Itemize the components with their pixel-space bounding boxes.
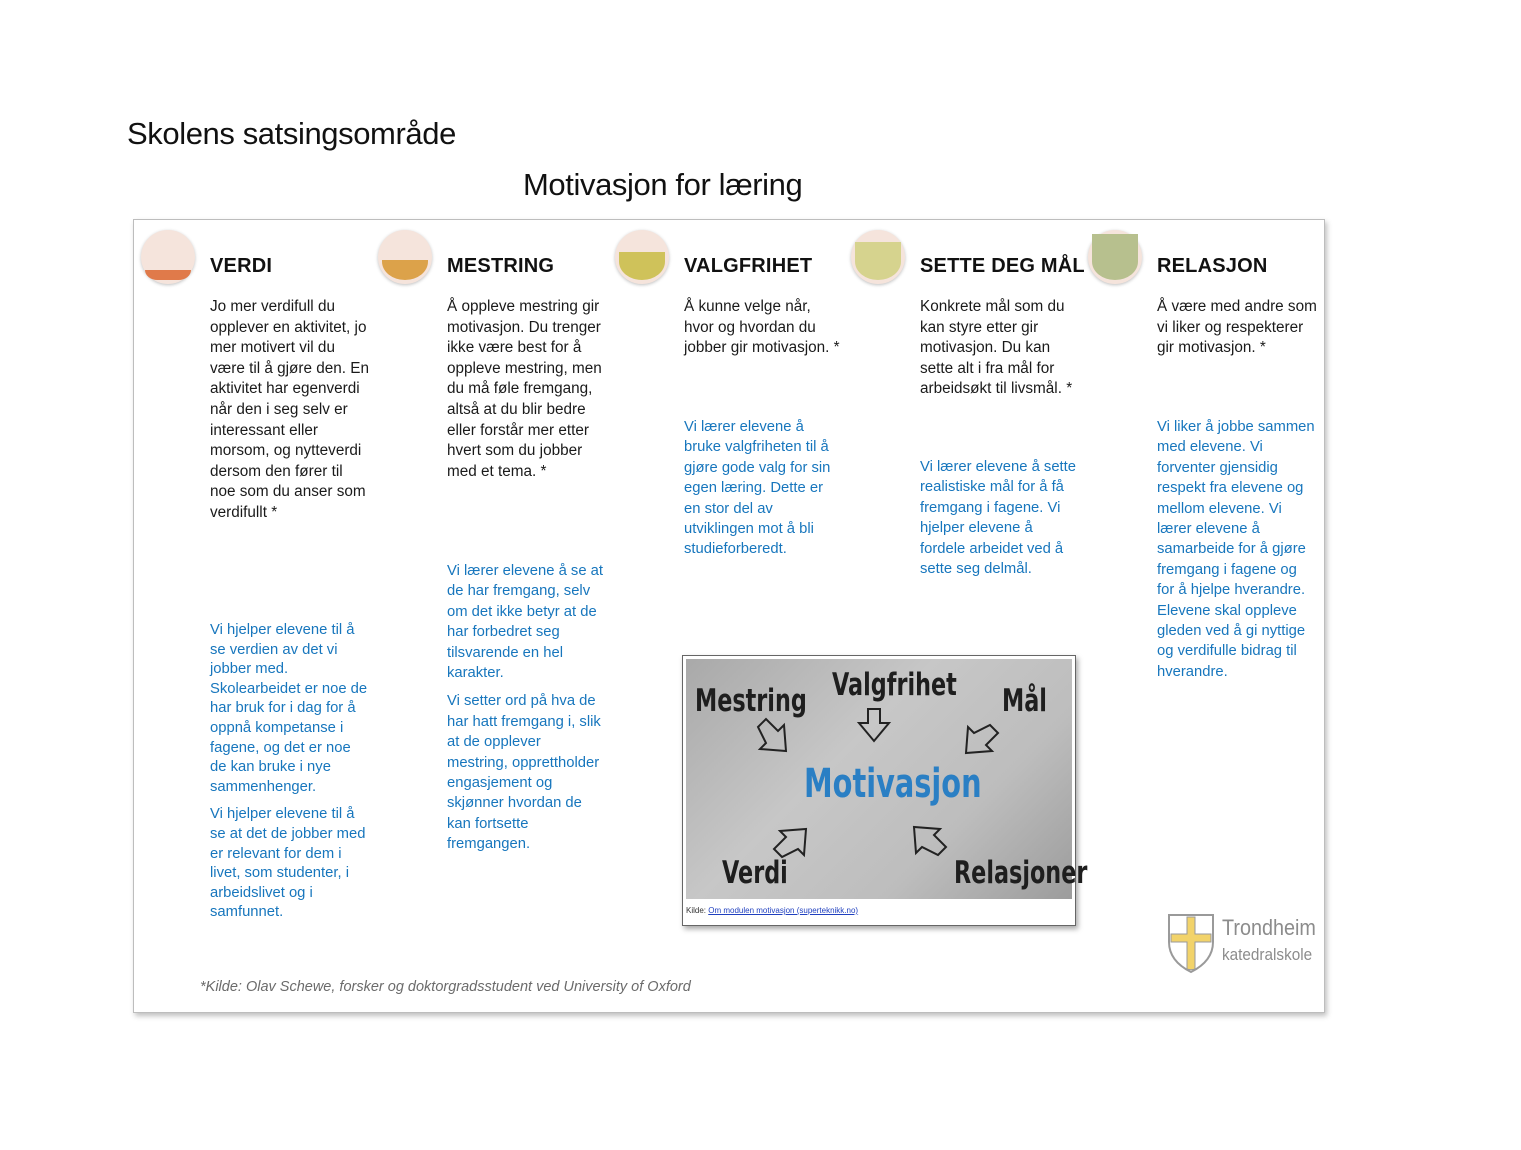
column-school-text	[684, 417, 842, 568]
photo-word-mestring: Mestring	[695, 683, 807, 719]
school-paragraph: Vi lærer elevene å bruke valgfriheten til å gjøre gode valg for sin egen læring. Dette er en stor del av utviklingen mot å bli studieforberedt.	[684, 419, 831, 558]
column-description: Konkrete mål som du kan styre etter gir motivasjon. Du kan sette alt i fra mål for arbeidsøkt til livsmål. *	[920, 298, 1073, 398]
column-school-text	[1157, 417, 1315, 690]
level-circle-icon	[615, 230, 669, 284]
column-title: MESTRING	[447, 255, 555, 277]
school-paragraph: Vi setter ord på hva de har hatt fremgang i, slik at de opplever mestring, opprettholder engasjement og skjønner hvordan de kan fortsette fremgangen.	[447, 693, 601, 853]
photo-word-valgfrihet: Valgfrihet	[832, 667, 957, 703]
logo-title: Trondheim	[1222, 915, 1316, 940]
level-circle-icon	[378, 230, 432, 284]
photo-word-verdi: Verdi	[722, 855, 788, 891]
school-paragraph: Vi lærer elevene å se at de har fremgang, selv om det ikke betyr at de har forbedret seg tilsvarende en hel karakter.	[447, 563, 604, 682]
column-title: RELASJON	[1157, 255, 1268, 277]
cross-shield-icon	[1166, 912, 1216, 974]
level-circle-icon	[851, 230, 905, 284]
photo-caption	[686, 906, 858, 915]
photo-word-relasjoner: Relasjoner	[954, 855, 1088, 891]
column-title: SETTE DEG MÅL	[920, 255, 1085, 277]
source-link[interactable]: Om modulen motivasjon (superteknikk.no)	[708, 906, 859, 915]
level-circle-icon	[1088, 230, 1142, 284]
photo-word-mal: Mål	[1002, 683, 1047, 719]
column-description: Å være med andre som vi liker og respekterer gir motivasjon. *	[1157, 298, 1317, 357]
column-title: VALGFRIHET	[684, 255, 813, 277]
column-school-text	[210, 621, 368, 931]
column-description: Å kunne velge når, hvor og hvordan du jobber gir motivasjon. *	[684, 298, 840, 357]
column-title: VERDI	[210, 255, 273, 277]
school-paragraph: Vi hjelper elevene til å se at det de jobber med er relevant for dem i livet, som studenter, i arbeidslivet og i samfunnet.	[210, 806, 366, 921]
level-circle-icon	[141, 230, 195, 284]
column-description: Jo mer verdifull du opplever en aktivitet, jo mer motivert vil du være til å gjøre den. En aktivitet har egenverdi når den i seg selv er interessant eller morsom, og nytteverdi dersom den fører til noe som du anser som verdifullt *	[210, 298, 369, 521]
arrows-icon	[686, 659, 1072, 899]
school-logo	[1166, 912, 1316, 976]
school-paragraph: Vi hjelper elevene til å se verdien av det vi jobber med. Skolearbeidet er noe de har bruk for i dag for å oppnå kompetanse i fagene, og det er noe de kan bruke i nye sammenhenger.	[210, 622, 368, 795]
school-paragraph: Vi liker å jobbe sammen med elevene. Vi forventer gjensidig respekt fra elevene og mellom elevene. Vi lærer elevene å samarbeide for å gjøre fremgang i fagene og for å hjelpe hverandre. Elevene skal oppleve gleden ved å gi nyttige og verdifulle bidrag til hverandre.	[1157, 419, 1315, 680]
motivation-card	[133, 219, 1325, 1013]
page-subtitle: Motivasjon for læring	[523, 167, 803, 202]
column-description: Å oppleve mestring gir motivasjon. Du trenger ikke være best for å oppleve mestring, men du må føle fremgang, altså at du blir bedre eller forstår mer etter hvert som du jobber med et tema. *	[447, 298, 602, 480]
school-paragraph: Vi lærer elevene å sette realistiske mål for å få fremgang i fagene. Vi hjelper elevene å fordele arbeidet ved å sette seg delmål.	[920, 459, 1077, 578]
photo-word-motivasjon: Motivasjon	[804, 761, 982, 807]
source-footnote: *Kilde: Olav Schewe, forsker og doktorgradsstudent ved University of Oxford	[200, 979, 691, 995]
motivation-photo	[686, 659, 1088, 899]
logo-subtitle: katedralskole	[1222, 945, 1313, 964]
column-school-text	[920, 457, 1078, 587]
column-school-text	[447, 561, 605, 863]
page-title: Skolens satsingsområde	[127, 116, 456, 151]
motivation-photo-frame	[682, 655, 1088, 926]
caption-prefix: Kilde:	[686, 906, 707, 915]
